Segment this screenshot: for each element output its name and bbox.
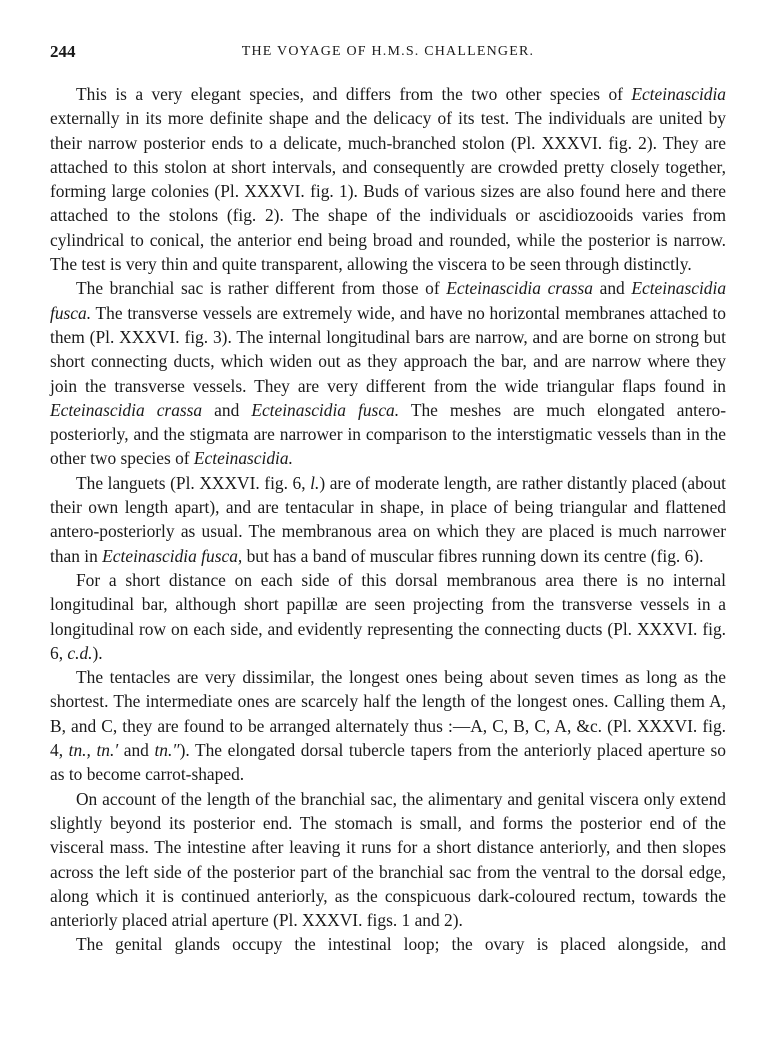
species-name: Ecteinascidia fusca.: [251, 399, 400, 420]
running-title: THE VOYAGE OF H.M.S. CHALLENGER.: [241, 44, 535, 59]
paragraph: The genital glands occupy the intestinal loop; the ovary is placed alongside, and: [76, 934, 726, 955]
species-name: Ecteinascidia crassa: [446, 278, 593, 299]
figure-label: l.: [310, 472, 320, 493]
genus-name: Ecteinascidia: [631, 84, 726, 104]
species-name: Ecteinascidia crassa: [50, 399, 203, 420]
paragraph: The branchial sac is rather different from those of Ecteinascidia crassa and Ecteinascidia fusca. The transverse vessels are extremely wide, and have no horizontal membranes attached to them (Pl. XXXVI. fig. 3). The internal longitudinal bars are narrow, and are borne on strong but short connecting ducts, which widen out as they approach the bar, and are narrow where they join the transverse vessels. They are very different from the wide triangular flaps found in Ecteinascidia crassa and Ecteinascidia fusca. The meshes are much elongated antero-posteriorly, and the stigmata are narrower in comparison to the interstigmatic vessels than in the other two species of Ecteinascidia.: [50, 278, 727, 469]
paragraph: For a short distance on each side of this dorsal membranous area there is no internal longitudinal bar, although short papillæ are seen projecting from the transverse vessels in a longitudinal row on each side, and evidently representing the connecting ducts (Pl. XXXVI. fig. 6, c.d.).: [50, 569, 726, 663]
figure-label: c.d.: [67, 642, 93, 663]
body-text: [50, 82, 726, 957]
genus-name: Ecteinascidia.: [193, 448, 293, 469]
paragraph: This is a very elegant species, and differs from the two other species of Ecteinascidia externally in its more definite shape and the delicacy of its test. The individuals are united by their narrow posterior ends to a delicate, much-branched stolon (Pl. XXXVI. fig. 2). They are attached to this stolon at short intervals, and consequently are crowded pretty closely together, forming large colonies (Pl. XXXVI. fig. 1). Buds of various sizes are also found here and there attached to the stolons (fig. 2). The shape of the individuals or ascidiozooids varies from cylindrical to conical, the anterior end being broad and rounded, while the posterior is narrow. The test is very thin and quite transparent, allowing the viscera to be seen through distinctly.: [50, 84, 726, 275]
page-header: [50, 42, 726, 68]
paragraph: The tentacles are very dissimilar, the longest ones being about seven times as long as the shortest. The intermediate ones are scarcely half the length of the longest ones. Calling them A, B, and C, they are found to be arranged alternately thus :—A, C, B, C, A, &c. (Pl. XXXVI. fig. 4, tn., tn.′ and tn.″). The elongated dorsal tubercle tapers from the anteriorly placed aperture so as to become carrot-shaped.: [50, 667, 726, 785]
species-name: Ecteinascidia fusca,: [102, 545, 243, 566]
page-number: 244: [50, 42, 76, 61]
paragraph: On account of the length of the branchial sac, the alimentary and genital viscera only extend slightly beyond its posterior end. The stomach is small, and forms the posterior end of the visceral mass. The intestine after leaving it runs for a short distance anteriorly, and then slopes across the left side of the posterior part of the branchial sac from the ventral to the dorsal edge, along which it is continued anteriorly, as the conspicuous dark-coloured rectum, towards the anteriorly placed atrial aperture (Pl. XXXVI. figs. 1 and 2).: [50, 788, 726, 931]
species-name: Ecteinascidia fusca.: [50, 278, 727, 323]
paragraph: The languets (Pl. XXXVI. fig. 6, l.) are of moderate length, are rather distantly placed (about their own length apart), and are tentacular in shape, in place of being triangular and flattened antero-posteriorly as usual. The membranous area on which they are placed is much narrower than in Ecteinascidia fusca, but has a band of muscular fibres running down its centre (fig. 6).: [50, 472, 726, 566]
document-page: [50, 42, 726, 957]
figure-label: tn., tn.′: [68, 740, 119, 761]
figure-label: tn.″: [154, 740, 180, 761]
